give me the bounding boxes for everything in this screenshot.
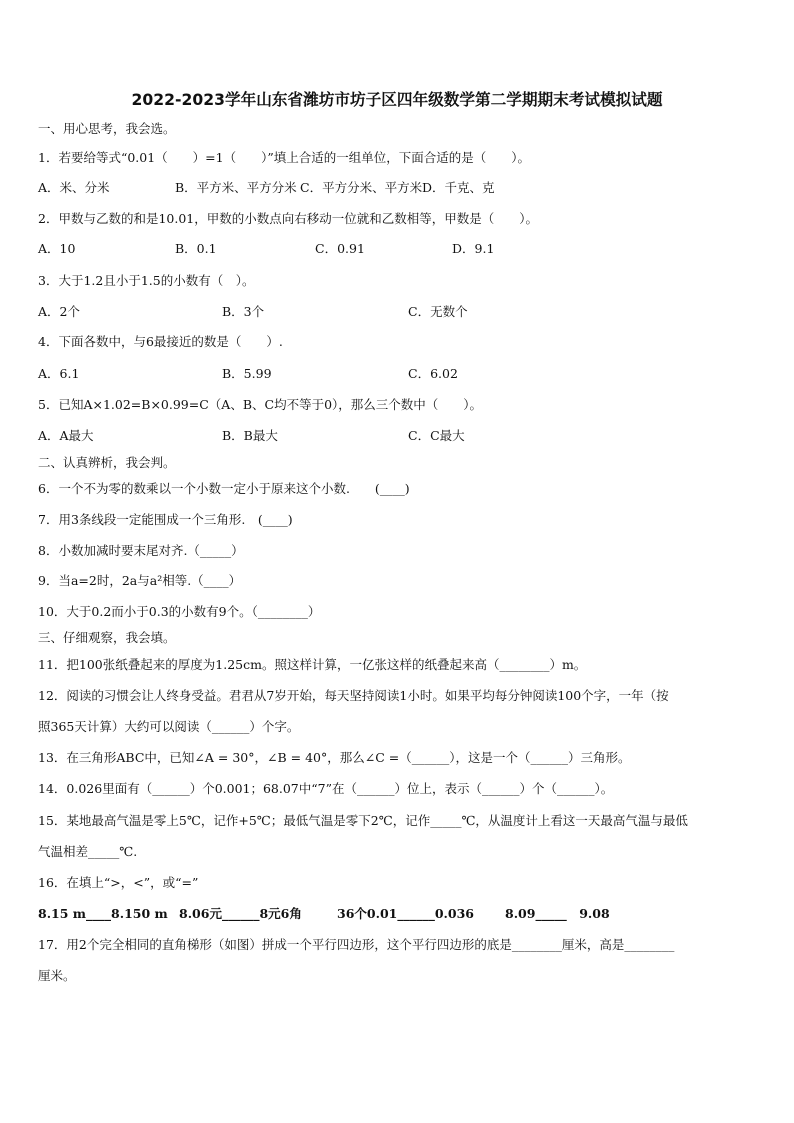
question-12-line-1: 12．阅读的习惯会让人终身受益。君君从7岁开始，每天坚持阅读1小时。如果平均每分钟阅读100个字，一年（按: [38, 688, 669, 703]
question-6: 6．一个不为零的数乘以一个小数一定小于原来这个小数. (____): [38, 481, 410, 496]
question-1-stem: 1．若要给等式“0.01（ ）=1（ ）”填上合适的一组单位，下面合适的是（ ）。: [38, 150, 530, 165]
section-heading-1: 一、用心思考，我会选。: [38, 121, 176, 136]
page-title: 2022-2023学年山东省潍坊市坊子区四年级数学第二学期期末考试模拟试题: [131, 90, 663, 109]
question-3-stem: 3．大于1.2且小于1.5的小数有（ ）。: [38, 273, 255, 288]
question-7: 7．用3条线段一定能围成一个三角形. (____): [38, 512, 293, 527]
option-a: A．2个: [38, 304, 80, 319]
compare-item-1: 8.15 m____8.150 m: [38, 906, 168, 921]
question-2-options: [38, 241, 758, 257]
option-d: D．千克、克: [422, 180, 495, 195]
question-11: 11．把100张纸叠起来的厚度为1.25cm。照这样计算，一亿张这样的纸叠起来高（________）m。: [38, 657, 587, 672]
option-a: A．6.1: [38, 366, 80, 381]
question-14: 14．0.026里面有（______）个0.001；68.07中“7”在（______）位上，表示（______）个（______）。: [38, 781, 614, 796]
option-d: D．9.1: [452, 241, 495, 256]
question-16-stem: 16．在填上“>，<”，或“=”: [38, 875, 199, 890]
option-c: C．无数个: [408, 304, 468, 319]
question-4-options: [38, 366, 758, 382]
question-15-line-2: 气温相差_____℃.: [38, 844, 138, 859]
option-b: B．B最大: [222, 428, 278, 443]
question-5-stem: 5．已知A×1.02=B×0.99=C（A、B、C均不等于0），那么三个数中（ ）。: [38, 397, 483, 412]
question-1-options: [38, 180, 758, 196]
question-12-line-2: 照365天计算）大约可以阅读（______）个字。: [38, 719, 300, 734]
option-b: B．平方米、平方分米: [175, 180, 297, 195]
question-8: 8．小数加减时要末尾对齐.（_____）: [38, 543, 244, 558]
question-15-line-1: 15．某地最高气温是零上5℃，记作+5℃；最低气温是零下2℃，记作_____℃，从温度计上看这一天最高气温与最低: [38, 813, 688, 828]
question-5-options: [38, 428, 758, 444]
option-b: B．3个: [222, 304, 265, 319]
question-10: 10．大于0.2而小于0.3的小数有9个。（________）: [38, 604, 321, 619]
question-17-line-1: 17．用2个完全相同的直角梯形（如图）拼成一个平行四边形，这个平行四边形的底是________厘米，高是________: [38, 937, 675, 952]
option-a: A．米、分米: [38, 180, 110, 195]
compare-item-3: 36个0.01______0.036: [337, 906, 474, 921]
section-heading-2: 二、认真辨析，我会判。: [38, 455, 176, 470]
question-9: 9．当a=2时，2a与a²相等.（____）: [38, 573, 242, 588]
option-a: A．10: [38, 241, 76, 256]
option-b: B．0.1: [175, 241, 217, 256]
question-17-line-2: 厘米。: [38, 968, 76, 983]
option-a: A．A最大: [38, 428, 94, 443]
compare-item-4: 8.09_____ 9.08: [505, 906, 610, 921]
question-2-stem: 2．甲数与乙数的和是10.01，甲数的小数点向右移动一位就和乙数相等，甲数是（ ）。: [38, 211, 538, 226]
compare-item-2: 8.06元______8元6角: [179, 906, 302, 921]
section-heading-3: 三、仔细观察，我会填。: [38, 630, 176, 645]
option-b: B．5.99: [222, 366, 272, 381]
option-c: C．6.02: [408, 366, 458, 381]
option-c: C．C最大: [408, 428, 465, 443]
option-c: C．0.91: [315, 241, 365, 256]
question-16-items: [38, 906, 758, 922]
question-4-stem: 4．下面各数中，与6最接近的数是（ ）.: [38, 334, 283, 349]
option-c: C．平方分米、平方米: [300, 180, 423, 195]
question-13: 13．在三角形ABC中，已知∠A = 30°，∠B = 40°，那么∠C =（______），这是一个（______）三角形。: [38, 750, 631, 765]
question-3-options: [38, 304, 758, 320]
